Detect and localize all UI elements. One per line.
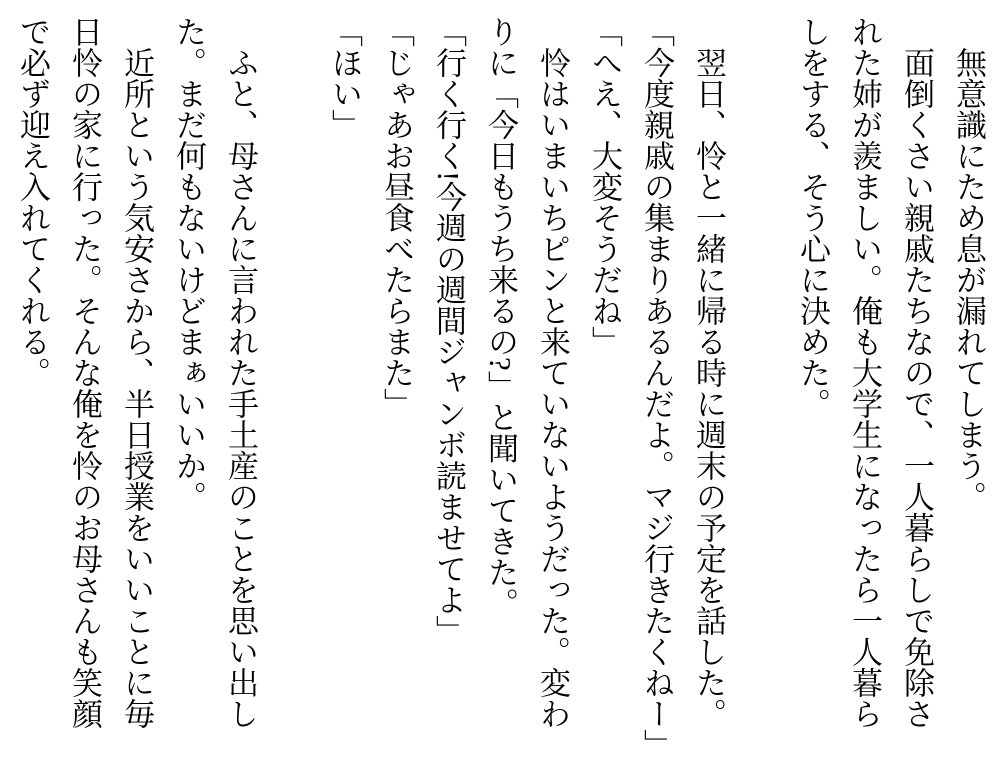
text-line: 翌日、怜と一緒に帰る時に週末の予定を話した。 bbox=[691, 47, 726, 729]
text-line: 「ほい」 bbox=[327, 16, 362, 140]
text-line: 「じゃあお昼食べたらまた」 bbox=[379, 16, 414, 419]
paragraph bbox=[578, 16, 630, 730]
paragraph bbox=[682, 16, 734, 730]
text-line: りに「今日もうち来るの?」と聞いてきた。 bbox=[483, 16, 518, 619]
text-line: 近所という気安さから、半日授業をいいことに毎 bbox=[119, 47, 154, 729]
paragraph bbox=[422, 16, 474, 730]
text-line: 「行く行く!今週の週間ジャンボ読ませてよ」 bbox=[431, 16, 466, 647]
text-line: ふと、母さんに言われた手土産のことを思い出し bbox=[223, 47, 258, 729]
text-line: 面倒くさい親戚たちなので、一人暮らしで免除さ bbox=[899, 47, 934, 729]
text-line: 「今度親戚の集まりあるんだよ。マジ行きたくねー」 bbox=[639, 16, 674, 760]
paragraph bbox=[942, 16, 994, 730]
paragraph bbox=[786, 16, 942, 730]
paragraph bbox=[162, 16, 266, 730]
paragraph bbox=[370, 16, 422, 730]
paragraph bbox=[318, 16, 370, 730]
text-line: しをする、そう心に決めた。 bbox=[795, 16, 830, 419]
paragraph bbox=[6, 16, 162, 730]
text-line: 「へえ、大変そうだね」 bbox=[587, 16, 622, 357]
paragraph bbox=[474, 16, 578, 730]
text-line: た。まだ何もないけどまぁいいか。 bbox=[171, 16, 206, 512]
paragraph bbox=[630, 16, 682, 760]
text-line: で必ず迎え入れてくれる。 bbox=[15, 16, 50, 388]
vertical-text-block bbox=[6, 16, 994, 760]
text-line: 怜はいまいちピンと来ていないようだった。変わ bbox=[535, 47, 570, 729]
text-line: れた姉が羨ましい。俺も大学生になったら一人暮ら bbox=[847, 16, 882, 729]
text-line: 日怜の家に行った。そんな俺を怜のお母さんも笑顔 bbox=[67, 16, 102, 729]
text-line: 無意識にため息が漏れてしまう。 bbox=[951, 47, 986, 512]
